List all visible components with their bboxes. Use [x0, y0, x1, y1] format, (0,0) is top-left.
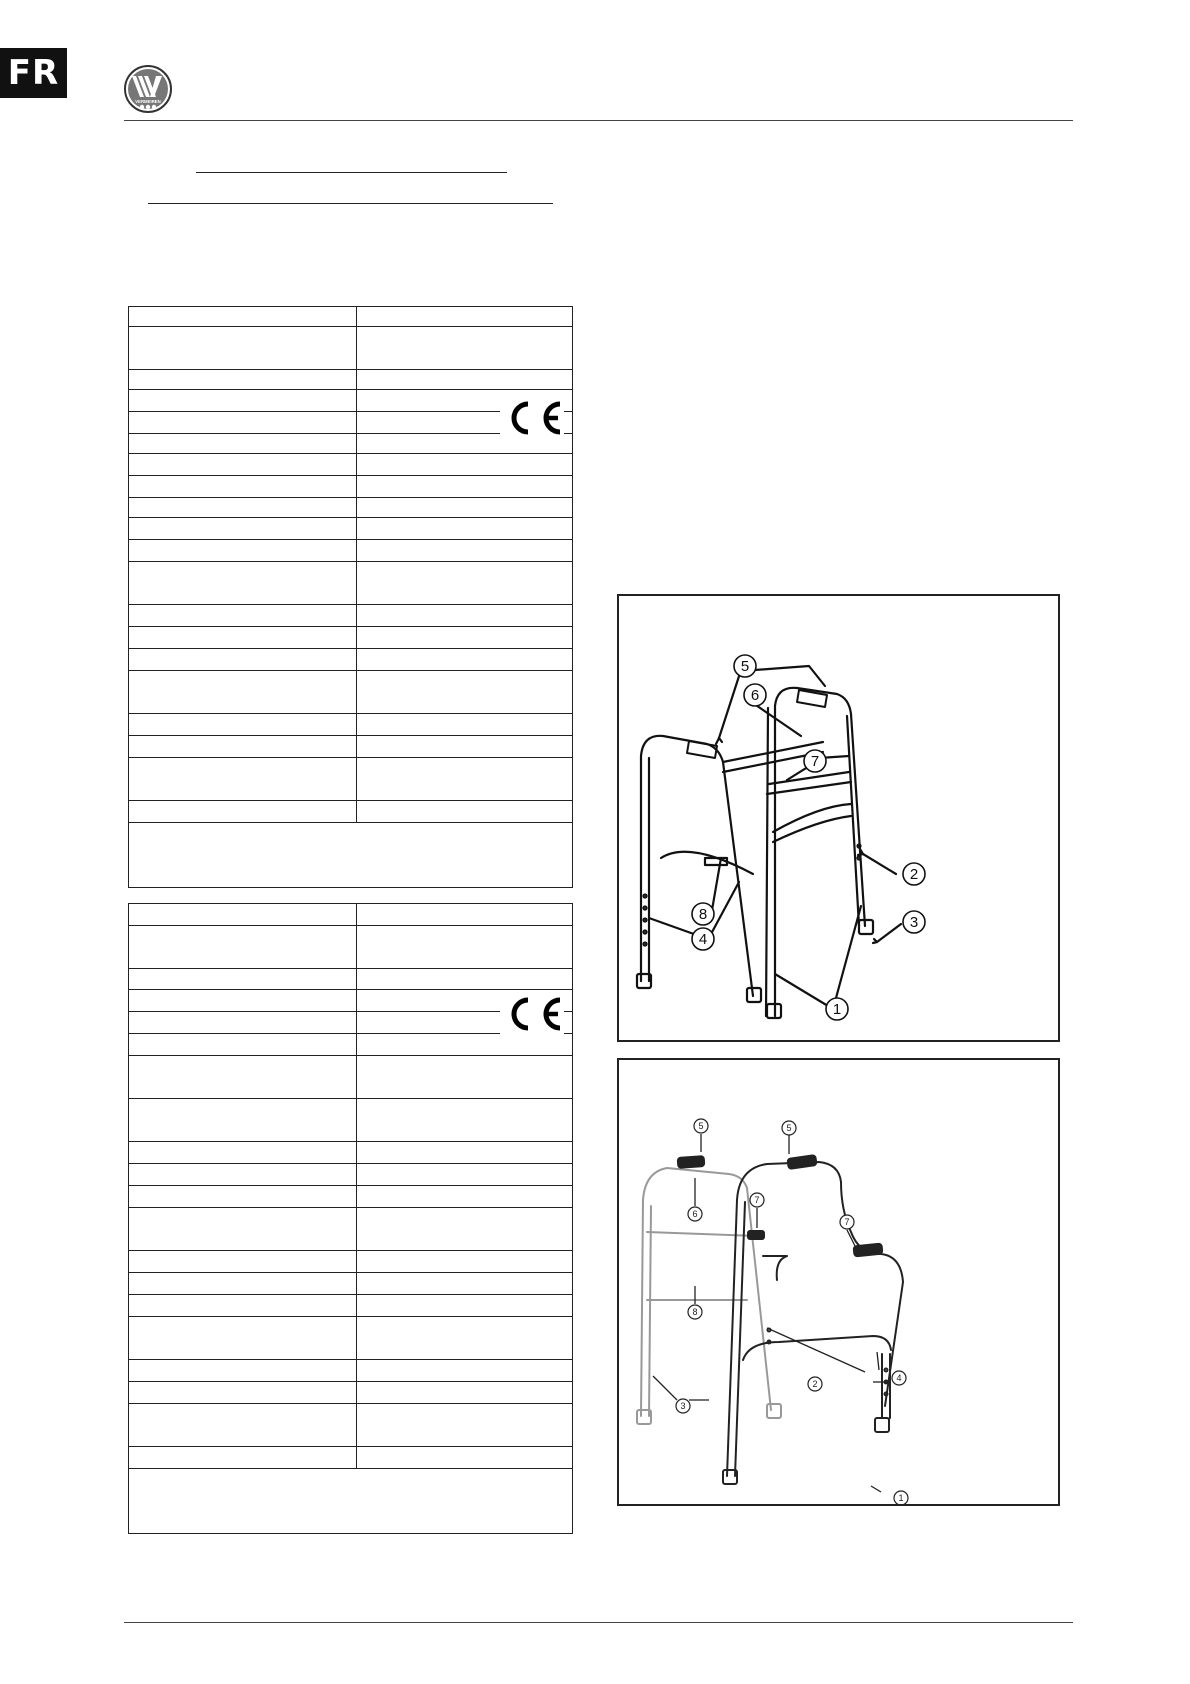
callout-8: 8: [692, 1307, 698, 1317]
callout-7: 7: [810, 753, 820, 770]
table-row: [129, 454, 572, 476]
title-underline-2: [148, 203, 553, 204]
title-underline-1: [196, 172, 507, 173]
table-label-cell: [129, 1295, 357, 1316]
callout-7b: 7: [844, 1217, 850, 1227]
table-row: [129, 1208, 572, 1251]
table-row: [129, 801, 572, 823]
callout-3: 3: [680, 1401, 686, 1411]
table-label-cell: [129, 714, 357, 735]
table-label-cell: [129, 1360, 357, 1381]
table-value-cell: [357, 1208, 572, 1250]
table-row: [129, 1273, 572, 1295]
table-row: [129, 327, 572, 370]
table-label-cell: [129, 605, 357, 626]
table-row: [129, 307, 572, 327]
table-value-cell: [357, 307, 572, 326]
table-label-cell: [129, 904, 357, 925]
table-row: [129, 627, 572, 649]
table-value-cell: [357, 801, 572, 822]
table-label-cell: [129, 1251, 357, 1272]
table-value-cell: [357, 627, 572, 648]
table-value-cell: [357, 714, 572, 735]
table-label-cell: [129, 1142, 357, 1163]
table-label-cell: [129, 327, 357, 369]
table-label-cell: [129, 926, 357, 968]
ce-mark-1: [500, 398, 564, 438]
table-label-cell: [129, 370, 357, 389]
table-row: [129, 605, 572, 627]
table-value-cell: [357, 1164, 572, 1185]
table-row: [129, 714, 572, 736]
table-row: [129, 671, 572, 714]
table-value-cell: [357, 926, 572, 968]
figure-walker-folding: [617, 594, 1060, 1042]
table-value-cell: [357, 758, 572, 800]
table-row: [129, 1382, 572, 1404]
table-row: [129, 649, 572, 671]
table-value-cell: [357, 370, 572, 389]
table-label-cell: [129, 390, 357, 411]
ce-mark-2: [500, 994, 564, 1034]
table-row: [129, 1056, 572, 1099]
table-label-cell: [129, 454, 357, 475]
table-label-cell: [129, 990, 357, 1011]
table-row: [129, 498, 572, 518]
table-row: [129, 1295, 572, 1317]
table-value-cell: [357, 518, 572, 539]
table-value-cell: [357, 1382, 572, 1403]
table-row: [129, 1447, 572, 1469]
table-label-cell: [129, 307, 357, 326]
table-value-cell: [357, 1404, 572, 1446]
table-label-cell: [129, 736, 357, 757]
table-label-cell: [129, 801, 357, 822]
table-label-cell: [129, 1273, 357, 1294]
table-value-cell: [357, 969, 572, 989]
callout-1: 1: [898, 1493, 904, 1503]
table-value-cell: [357, 454, 572, 475]
logo-text: VERMEIREN: [135, 99, 161, 104]
callout-6: 6: [750, 687, 760, 704]
callout-5: 5: [740, 658, 750, 675]
table-label-cell: [129, 434, 357, 453]
table-value-cell: [357, 1034, 572, 1055]
table-value-cell: [357, 1295, 572, 1316]
callout-8: 8: [698, 906, 708, 923]
table-value-cell: [357, 1142, 572, 1163]
callout-1: 1: [832, 1001, 842, 1018]
table-value-cell: [357, 649, 572, 670]
table-label-cell: [129, 671, 357, 713]
table-label-cell: [129, 649, 357, 670]
table-row: [129, 1186, 572, 1208]
table-value-cell: [357, 327, 572, 369]
callout-2: 2: [812, 1379, 818, 1389]
table-value-cell: [357, 1186, 572, 1207]
table-value-cell: [357, 476, 572, 497]
table-label-cell: [129, 1404, 357, 1446]
table-row: [129, 736, 572, 758]
table-note-cell: [129, 823, 572, 887]
spec-table-1: [128, 306, 573, 888]
vermeiren-logo: [123, 64, 173, 114]
table-label-cell: [129, 540, 357, 561]
table-value-cell: [357, 1447, 572, 1468]
table-value-cell: [357, 498, 572, 517]
table-row: [129, 969, 572, 990]
callout-5b: 5: [786, 1123, 792, 1133]
callout-4: 4: [698, 931, 708, 948]
table-row: [129, 1317, 572, 1360]
walker-illustration-2: [619, 1060, 1058, 1504]
table-label-cell: [129, 1447, 357, 1468]
table-note-cell: [129, 1469, 572, 1533]
language-tab: [0, 48, 67, 98]
table-label-cell: [129, 1382, 357, 1403]
table-value-cell: [357, 1273, 572, 1294]
table-label-cell: [129, 758, 357, 800]
language-code: FR: [7, 53, 60, 93]
table-label-cell: [129, 1317, 357, 1359]
table-label-cell: [129, 476, 357, 497]
callout-3: 3: [909, 914, 919, 931]
table-label-cell: [129, 1164, 357, 1185]
table-row: [129, 1034, 572, 1056]
table-label-cell: [129, 562, 357, 604]
walker-illustration-1: [619, 596, 1058, 1040]
table-row: [129, 518, 572, 540]
table-row: [129, 1469, 572, 1533]
table-row: [129, 823, 572, 887]
header-rule: [124, 120, 1073, 121]
table-label-cell: [129, 1012, 357, 1033]
table-value-cell: [357, 1056, 572, 1098]
table-label-cell: [129, 1034, 357, 1055]
callout-2: 2: [909, 866, 919, 883]
table-row: [129, 1164, 572, 1186]
table-row: [129, 1360, 572, 1382]
callout-6: 6: [692, 1209, 698, 1219]
table-label-cell: [129, 498, 357, 517]
table-label-cell: [129, 1056, 357, 1098]
table-label-cell: [129, 1208, 357, 1250]
table-value-cell: [357, 1317, 572, 1359]
table-row: [129, 1142, 572, 1164]
table-value-cell: [357, 1251, 572, 1272]
table-row: [129, 562, 572, 605]
table-value-cell: [357, 1099, 572, 1141]
table-row: [129, 540, 572, 562]
table-label-cell: [129, 1186, 357, 1207]
callout-4: 4: [896, 1373, 902, 1383]
table-value-cell: [357, 540, 572, 561]
table-row: [129, 476, 572, 498]
callout-7a: 7: [754, 1195, 760, 1205]
footer-rule: [124, 1622, 1073, 1623]
table-value-cell: [357, 562, 572, 604]
table-row: [129, 370, 572, 390]
table-label-cell: [129, 627, 357, 648]
table-label-cell: [129, 412, 357, 433]
table-row: [129, 904, 572, 926]
table-label-cell: [129, 969, 357, 989]
table-value-cell: [357, 736, 572, 757]
callout-5a: 5: [698, 1121, 704, 1131]
table-value-cell: [357, 904, 572, 925]
table-row: [129, 1099, 572, 1142]
table-value-cell: [357, 671, 572, 713]
table-value-cell: [357, 605, 572, 626]
table-row: [129, 758, 572, 801]
table-label-cell: [129, 518, 357, 539]
table-row: [129, 1404, 572, 1447]
table-row: [129, 926, 572, 969]
table-label-cell: [129, 1099, 357, 1141]
table-value-cell: [357, 1360, 572, 1381]
table-row: [129, 1251, 572, 1273]
figure-walker-reciprocal: [617, 1058, 1060, 1506]
